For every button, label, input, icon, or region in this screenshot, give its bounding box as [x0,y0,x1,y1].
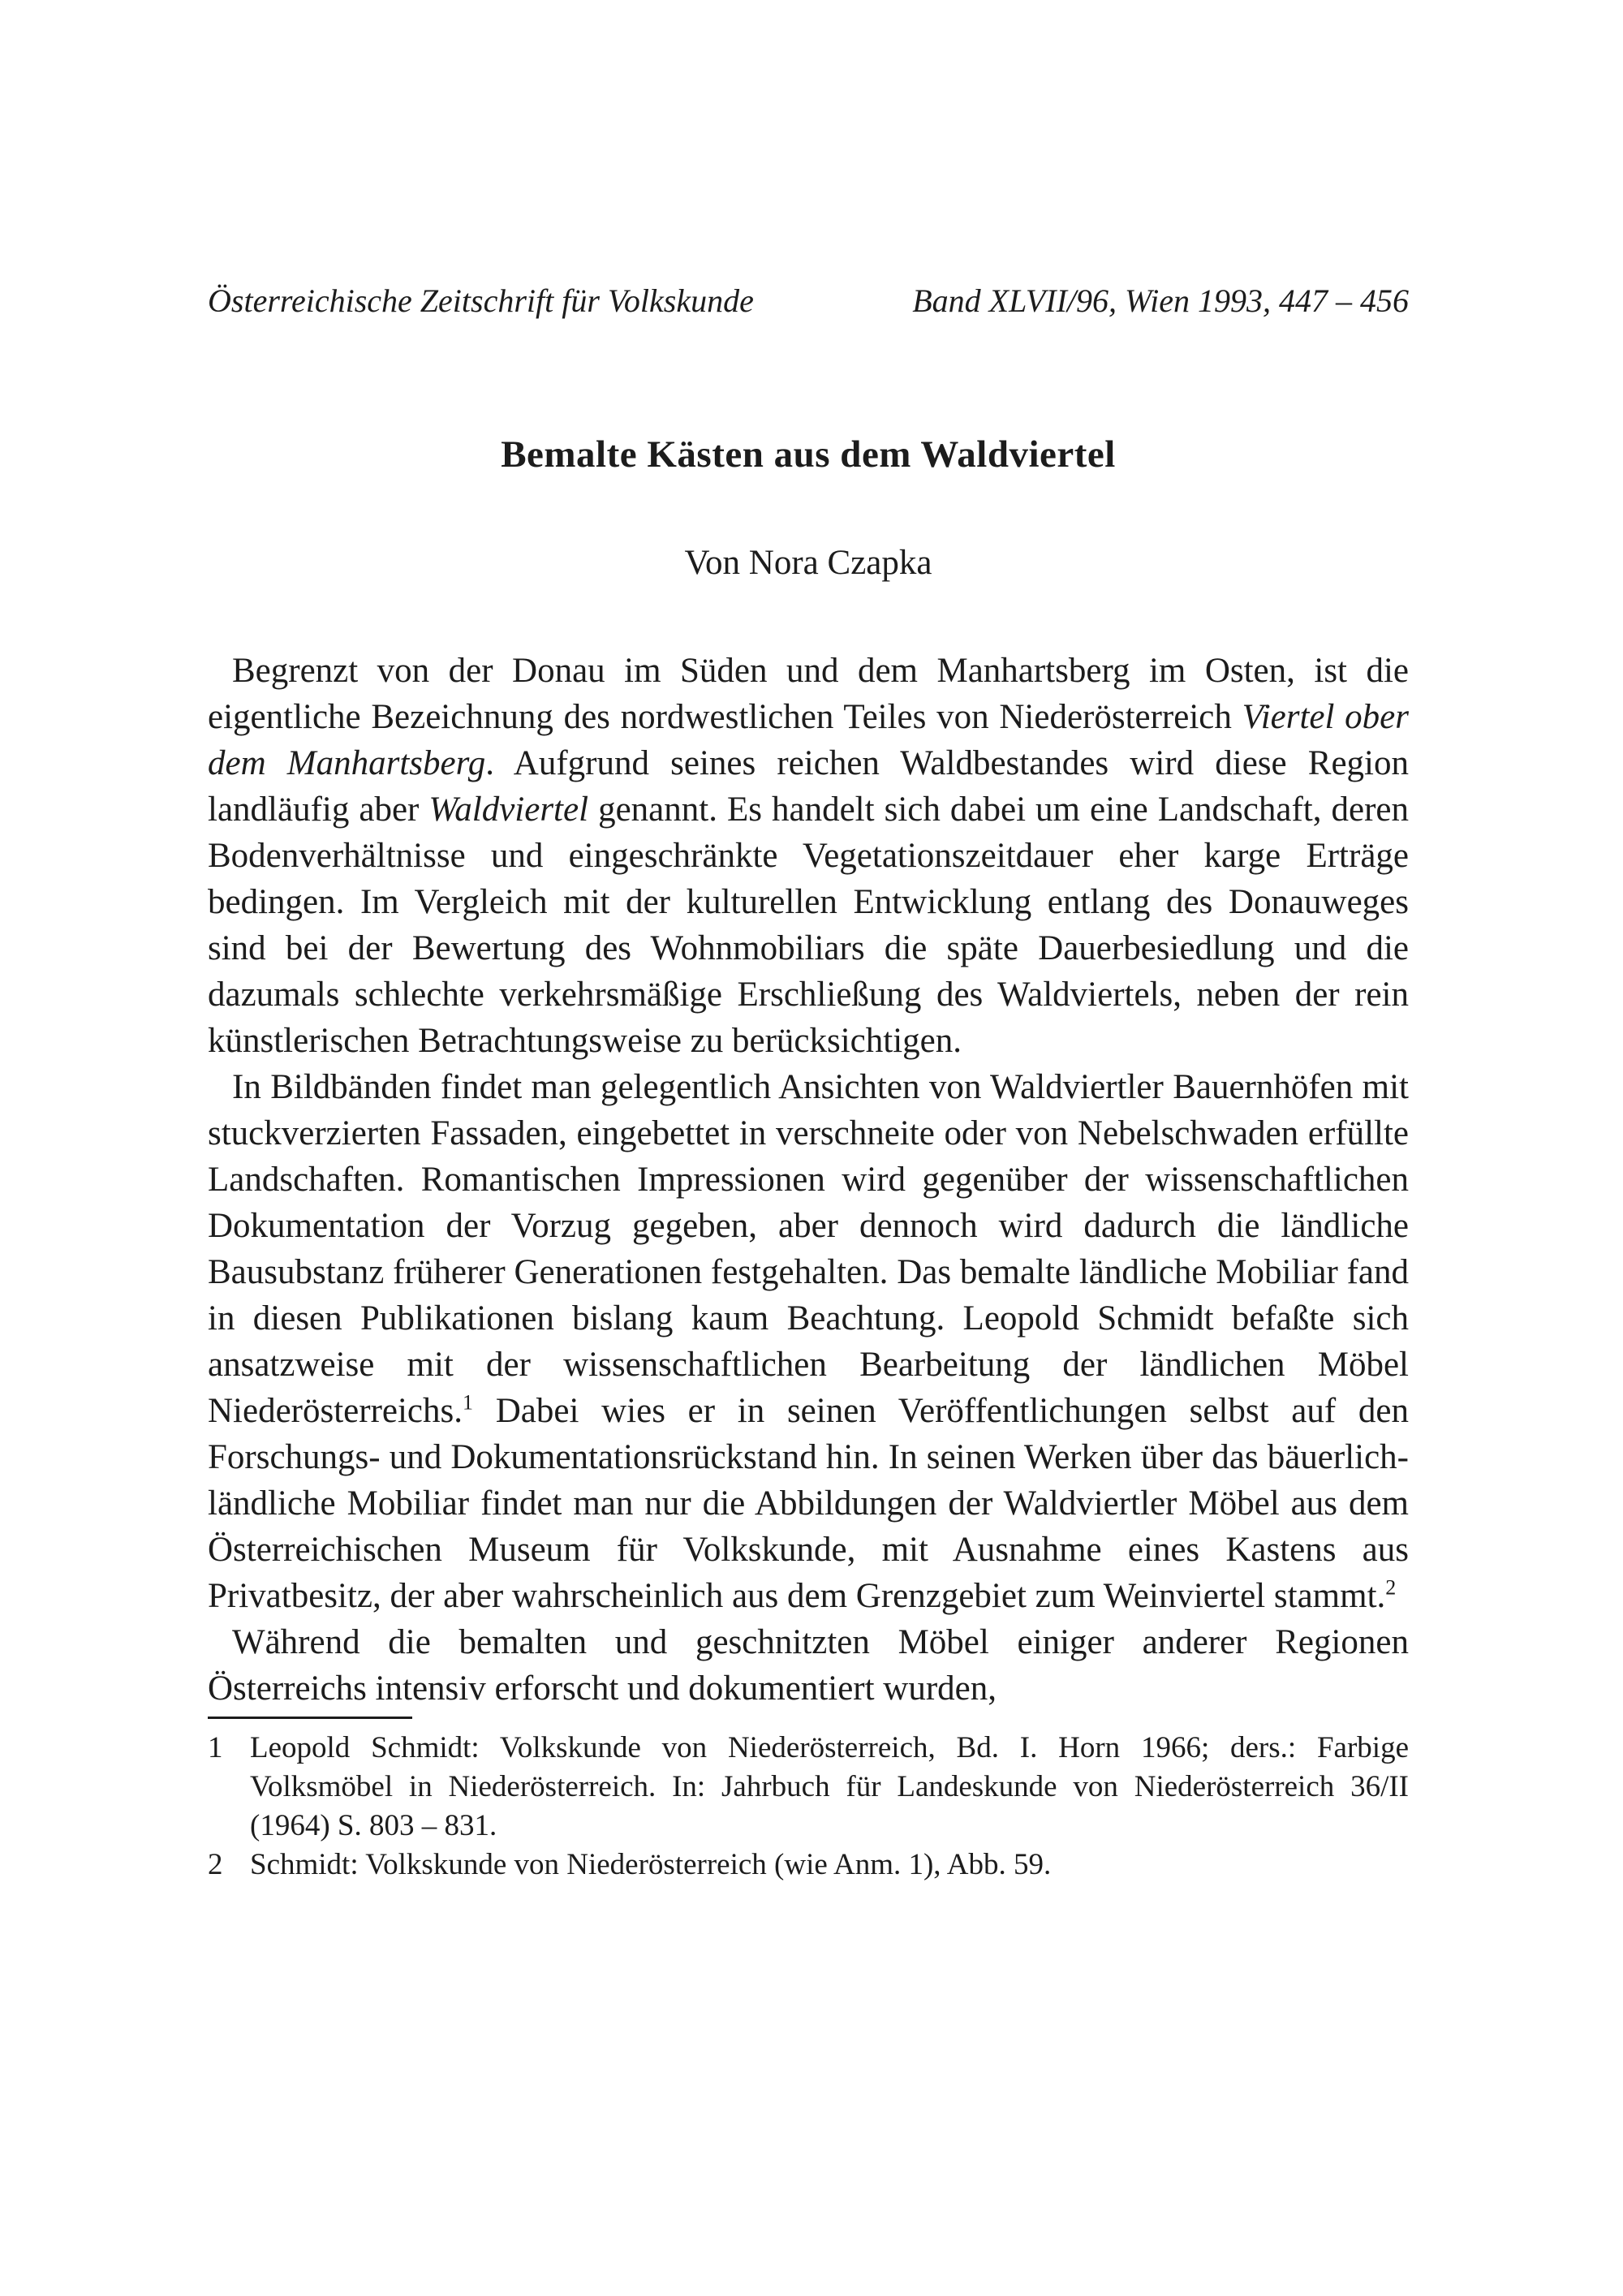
paragraph [208,1064,1409,1619]
footnotes-section [208,1729,1409,1885]
footnote-reference: 1 [463,1390,473,1415]
footnote-separator [208,1717,412,1719]
journal-name: Österreichische Zeitschrift für Volkskunde [208,282,754,319]
footnote-reference: 2 [1385,1575,1397,1600]
italic-text: Waldviertel [428,790,589,829]
page-header [208,282,1409,320]
article-title: Bemalte Kästen aus dem Waldviertel [501,433,1116,476]
italic-text: Viertel ober dem Manhartsberg [208,698,1410,782]
issue-info: Band XLVII/96, Wien 1993, 447 – 456 [912,282,1409,319]
text-run: In Bildbänden findet man gelegentlich Ansichten von Waldviertler Bauernhöfen mit stuckverzierten Fassaden, eingebettet in verschneite oder von Nebelschwaden erfüllte Landschaften. Romantischen Impressionen wird gegenüber der wissenschaftlichen Dokumentation der Vorzug gegeben, aber dennoch wird dadurch die ländliche Bausubstanz früherer Generationen festgehalten. Das bemalte ländliche Mobiliar fand in diesen Publikationen bislang kaum Beachtung. Leopold Schmidt befaßte sich ansatzweise mit der wissenschaftlichen Bearbeitung der ländlichen Möbel Niederösterreichs. [208,1068,1409,1430]
paragraph [208,1619,1409,1712]
footnote-number: 2 [208,1848,223,1881]
footnote-text: Schmidt: Volkskunde von Niederösterreich (wie Anm. 1), Abb. 59. [250,1848,1052,1881]
footnote-text: Leopold Schmidt: Volkskunde von Niederösterreich, Bd. I. Horn 1966; ders.: Farbige Volksmöbel in Niederösterreich. In: Jahrbuch für Landeskunde von Niederösterreich 36/II (1964) S. 803 – 831. [250,1731,1409,1842]
paragraph [208,648,1409,1064]
text-run: Während die bemalten und geschnitzten Möbel einiger anderer Regionen Österreichs intensiv erforscht und dokumentiert wurden, [208,1623,1409,1708]
text-run: Begrenzt von der Donau im Süden und dem Manhartsberg im Osten, ist die eigentliche Bezeichnung des nordwestlichen Teiles von Niederösterreich [208,652,1409,736]
article-body [208,648,1409,1712]
text-run: . Aufgrund seines reichen Waldbestandes wird diese Region landläufig aber [208,744,1409,829]
footnote-number: 1 [208,1731,223,1764]
footnote [208,1729,1409,1846]
author-line: Von Nora Czapka [684,544,932,582]
footnote [208,1846,1409,1885]
text-run: Dabei wies er in seinen Veröffentlichungen selbst auf den Forschungs- und Dokumentationsrückstand hin. In seinen Werken über das bäuerlich-ländliche Mobiliar findet man nur die Abbildungen der Waldviertler Möbel aus dem Österreichischen Museum für Volkskunde, mit Ausnahme eines Kastens aus Privatbesitz, der aber wahrscheinlich aus dem Grenzgebiet zum Weinviertel stammt. [208,1392,1409,1615]
text-run: genannt. Es handelt sich dabei um eine Landschaft, deren Bodenverhältnisse und eingeschränkte Vegetationszeitdauer eher karge Erträge bedingen. Im Vergleich mit der kulturellen Entwicklung entlang des Donauweges sind bei der Bewertung des Wohnmobiliars die späte Dauerbesiedlung und die dazumals schlechte verkehrsmäßige Erschließung des Waldviertels, neben der rein künstlerischen Betrachtungsweise zu berücksichtigen. [208,790,1409,1060]
